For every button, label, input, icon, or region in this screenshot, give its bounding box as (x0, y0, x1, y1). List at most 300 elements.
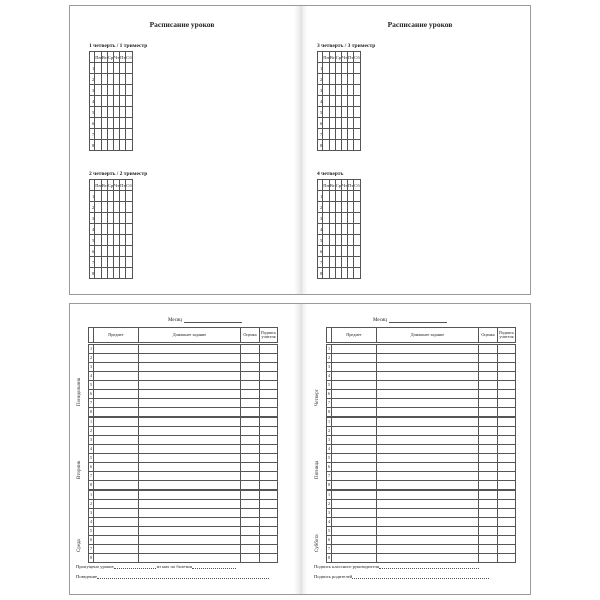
schedule-cell[interactable] (323, 140, 330, 151)
homework-cell[interactable] (377, 345, 479, 354)
schedule-cell[interactable] (126, 246, 132, 257)
signature-cell[interactable] (260, 454, 278, 463)
signature-cell[interactable] (260, 363, 278, 372)
day-header: Чт (114, 52, 120, 63)
homework-cell[interactable] (139, 445, 241, 454)
homework-cell[interactable] (377, 509, 479, 518)
schedule-cell[interactable] (323, 246, 330, 257)
grade-cell[interactable] (479, 463, 498, 472)
homework-cell[interactable] (139, 509, 241, 518)
signature-cell[interactable] (260, 418, 278, 427)
homework-cell[interactable] (377, 381, 479, 390)
subject-cell[interactable] (332, 418, 377, 427)
homework-cell[interactable] (139, 408, 241, 417)
schedule-cell[interactable] (323, 202, 330, 213)
homework-cell[interactable] (377, 408, 479, 417)
schedule-cell[interactable] (354, 107, 360, 118)
signature-cell[interactable] (498, 354, 516, 363)
signature-cell[interactable] (498, 500, 516, 509)
journal-header-row (89, 328, 278, 343)
subject-cell[interactable] (94, 536, 139, 545)
grade-cell[interactable] (241, 454, 260, 463)
schedule-cell[interactable] (126, 235, 132, 246)
grade-cell[interactable] (479, 399, 498, 408)
subject-cell[interactable] (332, 390, 377, 399)
subject-cell[interactable] (332, 500, 377, 509)
subject-cell[interactable] (94, 545, 139, 554)
schedule-cell[interactable] (95, 246, 102, 257)
lesson-number: 8 (318, 268, 323, 279)
subject-cell[interactable] (94, 472, 139, 481)
grade-cell[interactable] (241, 536, 260, 545)
schedule-cell[interactable] (323, 268, 330, 279)
homework-cell[interactable] (377, 518, 479, 527)
homework-cell[interactable] (139, 354, 241, 363)
subject-cell[interactable] (332, 491, 377, 500)
schedule-cell[interactable] (323, 63, 330, 74)
grade-cell[interactable] (479, 554, 498, 563)
subject-cell[interactable] (332, 518, 377, 527)
subject-cell[interactable] (94, 509, 139, 518)
homework-cell[interactable] (139, 527, 241, 536)
journal-spread (69, 303, 531, 595)
homework-cell[interactable] (377, 500, 479, 509)
signature-cell[interactable] (260, 527, 278, 536)
signature-cell[interactable] (260, 408, 278, 417)
schedule-cell[interactable] (95, 85, 102, 96)
grade-cell[interactable] (479, 418, 498, 427)
homework-cell[interactable] (377, 418, 479, 427)
subject-cell[interactable] (94, 372, 139, 381)
schedule-cell[interactable] (95, 140, 102, 151)
illness-rule (192, 564, 236, 569)
journal-row (89, 463, 278, 472)
homework-cell[interactable] (139, 436, 241, 445)
signature-cell[interactable] (498, 445, 516, 454)
schedule-cell[interactable] (95, 107, 102, 118)
grade-cell[interactable] (241, 518, 260, 527)
homework-cell[interactable] (377, 354, 479, 363)
schedule-cell[interactable] (354, 63, 360, 74)
lesson-number: 4 (89, 518, 94, 527)
subject-cell[interactable] (332, 381, 377, 390)
signature-cell[interactable] (260, 427, 278, 436)
subject-cell[interactable] (332, 527, 377, 536)
signature-cell[interactable] (498, 408, 516, 417)
schedule-cell[interactable] (126, 257, 132, 268)
signature-cell[interactable] (498, 481, 516, 490)
schedule-cell[interactable] (126, 96, 132, 107)
schedule-cell[interactable] (95, 213, 102, 224)
lesson-number: 1 (327, 418, 332, 427)
grade-cell[interactable] (241, 445, 260, 454)
signature-cell[interactable] (498, 527, 516, 536)
schedule-cell[interactable] (354, 235, 360, 246)
homework-cell[interactable] (377, 390, 479, 399)
grade-cell[interactable] (479, 436, 498, 445)
grade-cell[interactable] (241, 399, 260, 408)
grade-cell[interactable] (479, 518, 498, 527)
grade-cell[interactable] (241, 372, 260, 381)
schedule-cell[interactable] (126, 129, 132, 140)
subject-cell[interactable] (94, 436, 139, 445)
homework-cell[interactable] (139, 481, 241, 490)
schedule-cell[interactable] (126, 118, 132, 129)
grade-cell[interactable] (241, 491, 260, 500)
grade-cell[interactable] (241, 554, 260, 563)
grade-cell[interactable] (479, 509, 498, 518)
homework-cell[interactable] (139, 500, 241, 509)
schedule-cell[interactable] (354, 224, 360, 235)
grade-cell[interactable] (241, 527, 260, 536)
signature-cell[interactable] (498, 381, 516, 390)
journal-header-left (88, 327, 278, 343)
signature-cell[interactable] (260, 491, 278, 500)
schedule-row (90, 74, 133, 85)
schedule-cell[interactable] (126, 202, 132, 213)
schedule-row (90, 107, 133, 118)
schedule-cell[interactable] (323, 85, 330, 96)
teacher-signature-header: Подпись учителя (260, 328, 278, 343)
subject-cell[interactable] (94, 399, 139, 408)
schedule-table-2 (89, 179, 133, 279)
subject-cell[interactable] (332, 445, 377, 454)
grade-cell[interactable] (479, 345, 498, 354)
homework-cell[interactable] (139, 545, 241, 554)
schedule-cell[interactable] (323, 224, 330, 235)
signature-cell[interactable] (498, 418, 516, 427)
schedule-cell[interactable] (354, 74, 360, 85)
subject-cell[interactable] (332, 481, 377, 490)
homework-cell[interactable] (139, 381, 241, 390)
homework-cell[interactable] (377, 536, 479, 545)
grade-cell[interactable] (479, 372, 498, 381)
schedule-cell[interactable] (126, 191, 132, 202)
schedule-cell[interactable] (126, 224, 132, 235)
grade-cell[interactable] (479, 354, 498, 363)
homework-cell[interactable] (139, 372, 241, 381)
schedule-cell[interactable] (354, 202, 360, 213)
signature-cell[interactable] (260, 536, 278, 545)
schedule-cell[interactable] (95, 118, 102, 129)
subject-cell[interactable] (332, 436, 377, 445)
homework-cell[interactable] (139, 454, 241, 463)
signature-cell[interactable] (260, 390, 278, 399)
grade-cell[interactable] (479, 363, 498, 372)
homework-cell[interactable] (377, 491, 479, 500)
signature-cell[interactable] (498, 518, 516, 527)
signature-cell[interactable] (260, 472, 278, 481)
day-header: Пн (95, 180, 102, 191)
subject-cell[interactable] (332, 345, 377, 354)
schedule-cell[interactable] (95, 129, 102, 140)
homework-cell[interactable] (139, 390, 241, 399)
subject-cell[interactable] (332, 427, 377, 436)
subject-cell[interactable] (94, 390, 139, 399)
schedule-table-3 (317, 51, 361, 151)
signature-cell[interactable] (260, 381, 278, 390)
signature-cell[interactable] (498, 363, 516, 372)
homework-cell[interactable] (377, 454, 479, 463)
homework-cell[interactable] (377, 445, 479, 454)
schedule-cell[interactable] (126, 268, 132, 279)
schedule-cell[interactable] (126, 213, 132, 224)
schedule-row (318, 257, 361, 268)
homework-cell[interactable] (139, 427, 241, 436)
subject-cell[interactable] (94, 418, 139, 427)
illness-label: из них по болезни (156, 564, 193, 569)
signature-cell[interactable] (260, 372, 278, 381)
grade-cell[interactable] (241, 427, 260, 436)
schedule-cell[interactable] (323, 213, 330, 224)
schedule-cell[interactable] (354, 140, 360, 151)
schedule-cell[interactable] (95, 74, 102, 85)
signature-cell[interactable] (498, 545, 516, 554)
signature-cell[interactable] (260, 509, 278, 518)
homework-cell[interactable] (377, 554, 479, 563)
grade-cell[interactable] (241, 354, 260, 363)
lesson-number: 3 (318, 213, 323, 224)
schedule-cell[interactable] (95, 268, 102, 279)
lesson-number: 6 (327, 536, 332, 545)
schedule-cell[interactable] (323, 257, 330, 268)
subject-cell[interactable] (332, 463, 377, 472)
grade-cell[interactable] (241, 436, 260, 445)
grade-cell[interactable] (479, 472, 498, 481)
signature-cell[interactable] (498, 463, 516, 472)
schedule-cell[interactable] (323, 235, 330, 246)
day-table (88, 417, 278, 490)
homework-cell[interactable] (139, 536, 241, 545)
teacher-signature-header: Подпись учителя (498, 328, 516, 343)
teacher-signature-line (314, 564, 479, 569)
schedule-cell[interactable] (126, 140, 132, 151)
homework-cell[interactable] (377, 481, 479, 490)
grade-cell[interactable] (479, 427, 498, 436)
signature-cell[interactable] (260, 481, 278, 490)
lesson-number: 4 (90, 96, 95, 107)
homework-cell[interactable] (377, 363, 479, 372)
lesson-number: 5 (318, 107, 323, 118)
signature-cell[interactable] (498, 399, 516, 408)
subject-cell[interactable] (332, 472, 377, 481)
signature-cell[interactable] (498, 372, 516, 381)
subject-cell[interactable] (94, 408, 139, 417)
subject-cell[interactable] (94, 527, 139, 536)
signature-cell[interactable] (498, 491, 516, 500)
homework-cell[interactable] (377, 427, 479, 436)
subject-header: Предмет (94, 328, 139, 343)
homework-cell[interactable] (377, 463, 479, 472)
grade-cell[interactable] (479, 491, 498, 500)
homework-cell[interactable] (377, 399, 479, 408)
schedule-cell[interactable] (354, 96, 360, 107)
grade-cell[interactable] (241, 500, 260, 509)
schedule-cell[interactable] (323, 74, 330, 85)
homework-cell[interactable] (139, 472, 241, 481)
schedule-cell[interactable] (126, 85, 132, 96)
signature-cell[interactable] (498, 454, 516, 463)
grade-cell[interactable] (479, 390, 498, 399)
journal-row (327, 399, 516, 408)
grade-cell[interactable] (241, 463, 260, 472)
grade-cell[interactable] (241, 472, 260, 481)
lesson-number: 8 (90, 140, 95, 151)
homework-cell[interactable] (139, 554, 241, 563)
signature-cell[interactable] (260, 445, 278, 454)
grade-cell[interactable] (241, 408, 260, 417)
day-header: Пн (323, 180, 330, 191)
schedule-cell[interactable] (95, 96, 102, 107)
signature-cell[interactable] (260, 354, 278, 363)
signature-cell[interactable] (260, 345, 278, 354)
homework-cell[interactable] (377, 472, 479, 481)
grade-cell[interactable] (241, 363, 260, 372)
grade-cell[interactable] (479, 536, 498, 545)
month-line-right (373, 317, 447, 323)
journal-row (89, 354, 278, 363)
schedule-cell[interactable] (323, 107, 330, 118)
signature-cell[interactable] (498, 436, 516, 445)
signature-cell[interactable] (260, 500, 278, 509)
homework-cell[interactable] (139, 518, 241, 527)
signature-cell[interactable] (498, 509, 516, 518)
signature-cell[interactable] (498, 390, 516, 399)
signature-cell[interactable] (498, 345, 516, 354)
grade-cell[interactable] (479, 454, 498, 463)
month-rule-right (389, 317, 447, 323)
lesson-number: 4 (89, 372, 94, 381)
schedule-cell[interactable] (126, 107, 132, 118)
signature-cell[interactable] (260, 554, 278, 563)
grade-cell[interactable] (479, 381, 498, 390)
schedule-cell[interactable] (354, 246, 360, 257)
schedule-cell[interactable] (354, 129, 360, 140)
lesson-number: 2 (327, 354, 332, 363)
schedule-cell[interactable] (354, 118, 360, 129)
subject-cell[interactable] (94, 518, 139, 527)
schedule-cell[interactable] (354, 268, 360, 279)
subject-cell[interactable] (332, 545, 377, 554)
journal-row (327, 354, 516, 363)
grade-cell[interactable] (241, 481, 260, 490)
subject-cell[interactable] (94, 491, 139, 500)
schedule-cell[interactable] (354, 191, 360, 202)
subject-cell[interactable] (332, 554, 377, 563)
teacher-signature-rule (379, 564, 479, 569)
grade-cell[interactable] (479, 545, 498, 554)
subject-cell[interactable] (332, 399, 377, 408)
homework-cell[interactable] (377, 545, 479, 554)
schedule-cell[interactable] (95, 63, 102, 74)
subject-cell[interactable] (332, 372, 377, 381)
subject-cell[interactable] (94, 427, 139, 436)
subject-cell[interactable] (94, 463, 139, 472)
schedule-table-1 (89, 51, 133, 151)
day-header: Пн (323, 52, 330, 63)
page-fold-bottom (294, 304, 308, 594)
homework-cell[interactable] (139, 491, 241, 500)
signature-cell[interactable] (260, 545, 278, 554)
homework-cell[interactable] (139, 345, 241, 354)
signature-cell[interactable] (260, 399, 278, 408)
grade-cell[interactable] (241, 545, 260, 554)
subject-cell[interactable] (94, 554, 139, 563)
grade-cell[interactable] (479, 527, 498, 536)
subject-cell[interactable] (94, 500, 139, 509)
schedule-cell[interactable] (354, 257, 360, 268)
subject-cell[interactable] (332, 536, 377, 545)
schedule-cell[interactable] (323, 129, 330, 140)
grade-cell[interactable] (241, 381, 260, 390)
subject-cell[interactable] (94, 345, 139, 354)
subject-cell[interactable] (94, 363, 139, 372)
signature-cell[interactable] (260, 463, 278, 472)
homework-cell[interactable] (139, 463, 241, 472)
signature-cell[interactable] (260, 436, 278, 445)
schedule-cell[interactable] (95, 224, 102, 235)
schedule-cell[interactable] (354, 213, 360, 224)
grade-cell[interactable] (479, 500, 498, 509)
lesson-number: 7 (89, 472, 94, 481)
schedule-cell[interactable] (95, 257, 102, 268)
schedule-cell[interactable] (126, 74, 132, 85)
schedule-cell[interactable] (95, 202, 102, 213)
grade-cell[interactable] (241, 390, 260, 399)
schedule-cell[interactable] (95, 191, 102, 202)
subject-cell[interactable] (332, 454, 377, 463)
signature-cell[interactable] (498, 427, 516, 436)
lesson-number: 5 (89, 381, 94, 390)
subject-cell[interactable] (94, 354, 139, 363)
homework-cell[interactable] (377, 527, 479, 536)
homework-cell[interactable] (139, 363, 241, 372)
schedule-row (90, 63, 133, 74)
subject-cell[interactable] (94, 445, 139, 454)
signature-cell[interactable] (498, 472, 516, 481)
subject-cell[interactable] (94, 481, 139, 490)
behavior-rule (97, 574, 269, 579)
homework-cell[interactable] (377, 436, 479, 445)
subject-cell[interactable] (94, 381, 139, 390)
lesson-number: 1 (318, 191, 323, 202)
subject-cell[interactable] (332, 408, 377, 417)
schedule-cell[interactable] (95, 235, 102, 246)
homework-cell[interactable] (139, 418, 241, 427)
grade-cell[interactable] (479, 445, 498, 454)
signature-cell[interactable] (498, 554, 516, 563)
grade-cell[interactable] (479, 408, 498, 417)
homework-cell[interactable] (377, 372, 479, 381)
grade-cell[interactable] (479, 481, 498, 490)
homework-cell[interactable] (139, 399, 241, 408)
lesson-number: 2 (90, 74, 95, 85)
schedule-cell[interactable] (354, 85, 360, 96)
schedule-cell[interactable] (126, 63, 132, 74)
schedule-cell[interactable] (323, 96, 330, 107)
subject-cell[interactable] (332, 509, 377, 518)
grade-cell[interactable] (241, 418, 260, 427)
grade-cell[interactable] (241, 509, 260, 518)
subject-cell[interactable] (94, 454, 139, 463)
subject-cell[interactable] (332, 354, 377, 363)
signature-cell[interactable] (260, 518, 278, 527)
subject-cell[interactable] (332, 363, 377, 372)
signature-cell[interactable] (498, 536, 516, 545)
grade-cell[interactable] (241, 345, 260, 354)
schedule-cell[interactable] (323, 118, 330, 129)
schedule-cell[interactable] (323, 191, 330, 202)
